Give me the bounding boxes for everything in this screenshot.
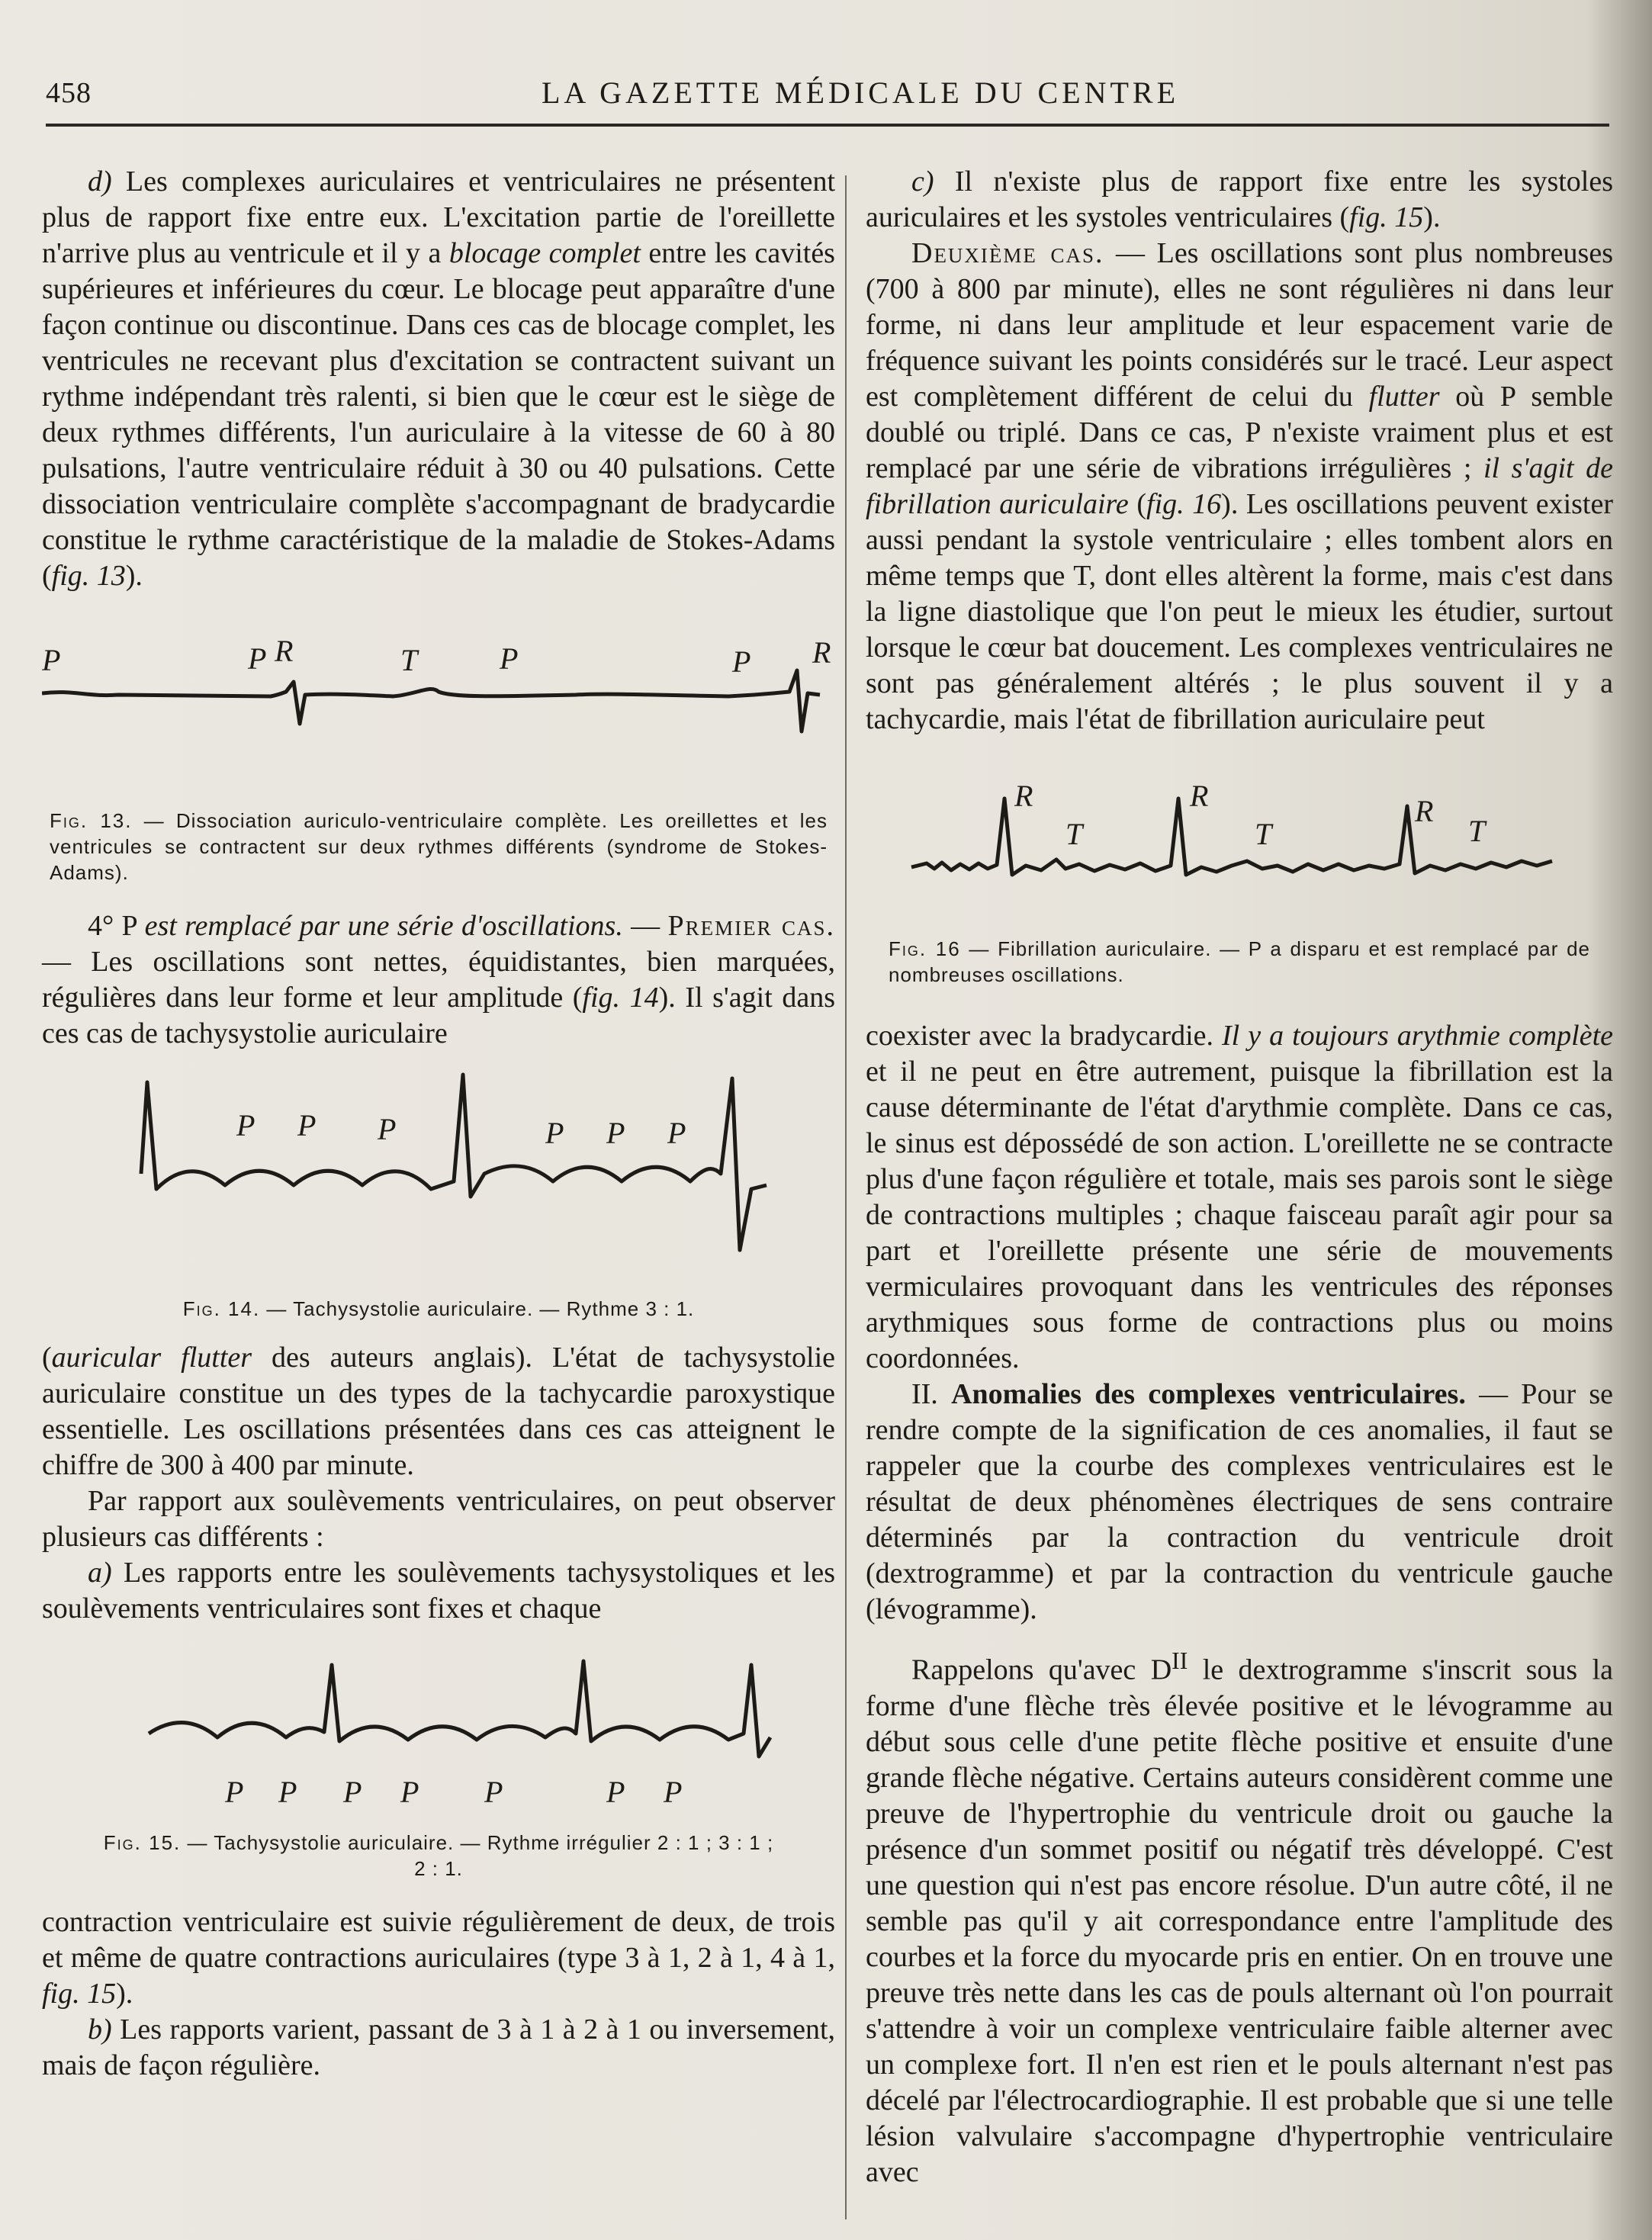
fig13-label: P: [248, 641, 267, 676]
fig15-caption: Fig. 15. — Tachysystolie auriculaire. — Rythme irrégulier 2 : 1 ; 3 : 1 ; 2 : 1.: [103, 1831, 774, 1880]
fig15-label: P: [484, 1775, 503, 1809]
fig14-caption: Fig. 14. — Tachysystolie auriculaire. — Rythme 3 : 1.: [182, 1297, 695, 1320]
page-number: 458: [46, 77, 92, 109]
paragraph-4: 4° P est remplacé par une série d'oscillations. — Premier cas. — Les oscillations sont nettes, équidistantes, bien marquées, régulières dans leur forme et leur amplitude (fig. 14). Il s'agit dans ces cas de tachysystolie auriculaire: [42, 910, 835, 1049]
page-header: [46, 70, 1609, 124]
fig15-label: P: [400, 1775, 419, 1809]
header-rule: [46, 124, 1609, 127]
paragraph-contraction: contraction ventriculaire est suivie régulièrement de deux, de trois et même de quatre contractions auriculaires (type 3 à 1, 2 à 1, 4 à 1, fig. 15).: [42, 1906, 835, 2010]
column-divider: [845, 175, 847, 2219]
paragraph-rappelons: Rappelons qu'avec $D^{II}$ le dextrogramme s'inscrit sous la forme d'une flèche très élevée positive et le lévogramme au début sous celle d'une petite flèche positive et ensuite d'une grande flèche négative. Certains auteurs considèrent comme une preuve de l'hypertrophie du ventricule droit ou gauche la présence d'un sommet positif ou négatif très développé. C'est une question qui n'est pas encore résolue. D'un autre côté, il ne semble pas qu'il y ait correspondance entre l'amplitude des courbes et la force du myocarde pris en entier. On en trouve une preuve très nette dans les cas de pouls alternant où l'on pourrait s'attendre à voir un complexe ventriculaire faible alterner avec un complexe fort. Il n'en est rien et le pouls alternant n'est pas décelé par l'électrocardiographie. Il est probable que si une telle lésion valvulaire s'accompagne d'hypertrophie ventriculaire avec: [866, 1647, 1614, 2188]
fig16-label: R: [1415, 794, 1434, 828]
fig13-label: R: [275, 640, 294, 668]
fig16-label: R: [1190, 779, 1209, 813]
fig14-label: P: [297, 1108, 317, 1142]
fig14-label: P: [667, 1116, 686, 1150]
fig13-trace: [42, 640, 858, 800]
figure-13: [42, 640, 835, 800]
fig14-label: P: [236, 1108, 256, 1142]
fig15-label: P: [343, 1775, 362, 1809]
figure-14: [42, 1067, 835, 1296]
fig14-trace: [42, 1067, 835, 1296]
fig16-label: R: [1014, 779, 1033, 813]
fig15-label: P: [664, 1775, 683, 1809]
paragraph-d: d) Les complexes auriculaires et ventriculaires ne présentent plus de rapport fixe entre eux. L'excitation partie de l'oreillette n'arrive plus au ventricule et il y a blocage complet entre les cavités supérieures et inférieures du cœur. Le blocage peut apparaître d'une façon continue ou discontinue. Dans ces cas de blocage complet, les ventricules ne recevant plus d'excitation se contractent suivant un rythme indépendant très ralenti, si bien que le cœur est le siège de deux rythmes différents, l'un auriculaire à la vitesse de 60 à 80 pulsations, l'autre ventriculaire réduit à 30 ou 40 pulsations. Cette dissociation ventriculaire complète s'accompagnant de bradycardie constitue le rythme caractéristique de la maladie de Stokes-Adams (fig. 13).: [42, 166, 835, 592]
paragraph-II: II. Anomalies des complexes ventriculaires. — Pour se rendre compte de la signification de ces anomalies, il faut se rappeler que la courbe des complexes ventriculaires est le résultat de deux phénomènes électriques de sens contraire déterminés par la contraction du ventricule droit (dextrogramme) et par la contraction du ventricule gauche (lévogramme).: [866, 1378, 1613, 1625]
fig16-caption: Fig. 16 — Fibrillation auriculaire. — P a disparu et est remplacé par de nombreuses oscillations.: [889, 937, 1590, 986]
fig15-label: P: [606, 1775, 625, 1809]
paragraph-rapport: Par rapport aux soulèvements ventriculaires, on peut observer plusieurs cas différents :: [42, 1485, 835, 1553]
fig13-label: T: [400, 643, 418, 677]
fig16-label: T: [1255, 817, 1272, 851]
paragraph-deuxieme-cas: Deuxième cas. — Les oscillations sont plus nombreuses (700 à 800 par minute), elles ne sont régulières ni dans leur forme, ni dans leur amplitude et leur espacement varie de fréquence suivant les points considérés sur le tracé. Leur aspect est complètement différent de celui du flutter où P semble doublé ou triplé. Dans ce cas, P n'existe vraiment plus et est remplacé par une série de vibrations irrégulières ; il s'agit de fibrillation auriculaire (fig. 16). Les oscillations peuvent exister aussi pendant la systole ventriculaire ; elles tombent alors en même temps que T, dont elles altèrent la forme, mais c'est dans la ligne diastolique que l'on peut le mieux les étudier, surtout lorsque le cœur bat doucement. Les complexes ventriculaires ne sont pas généralement altérés ; le plus souvent il y a tachycardie, mais l'état de fibrillation auriculaire peut: [866, 237, 1614, 735]
right-column: [866, 164, 1613, 2190]
fig13-label: P: [732, 644, 751, 679]
figure-15: [42, 1650, 835, 1825]
running-title: LA GAZETTE MÉDICALE DU CENTRE: [542, 76, 1180, 110]
fig14-label: P: [378, 1112, 397, 1146]
fig16-trace: [866, 768, 1613, 921]
fig13-label: R: [812, 640, 831, 670]
fig15-label: P: [278, 1775, 297, 1809]
fig14-label: P: [606, 1116, 625, 1150]
fig13-label: P: [42, 643, 61, 677]
paragraph-flutter: (auricular flutter des auteurs anglais). L'état de tachysystolie auriculaire constitue un des types de la tachycardie paroxystique essentielle. Les oscillations présentées dans ces cas atteignent le chiffre de 300 à 400 par minute.: [42, 1342, 835, 1481]
fig13-label: P: [500, 641, 519, 676]
paragraph-c: c) Il n'existe plus de rapport fixe entre les systoles auriculaires et les systoles ventriculaires (fig. 15).: [866, 166, 1613, 233]
fig13-caption: Fig. 13. — Dissociation auriculo-ventriculaire complète. Les oreillettes et les ventricules se contractent sur deux rythmes différents (syndrome de Stokes-Adams).: [50, 809, 828, 884]
fig15-label: P: [225, 1775, 244, 1809]
paragraph-coexister: coexister avec la bradycardie. Il y a toujours arythmie complète et il ne peut en être autrement, puisque la fibrillation est la cause déterminante de l'état d'arythmie complète. Dans ce cas, le sinus est dépossédé de son action. L'oreillette ne se contracte plus d'une façon régulière et totale, mais ses parois sont le siège de contractions multiples ; chaque faisceau paraît agir pour sa part et l'oreillette présente une série de mouvements vermiculaires provoquant dans les ventricules des réponses arythmiques sous forme de contractions plus ou moins coordonnées.: [866, 1020, 1613, 1374]
fig16-label: T: [1065, 817, 1083, 851]
paragraph-b: b) Les rapports varient, passant de 3 à 1 à 2 à 1 ou inversement, mais de façon régulière.: [42, 2013, 835, 2081]
fig14-label: P: [545, 1116, 564, 1150]
left-column: [42, 164, 835, 2084]
figure-16: [866, 768, 1613, 921]
paragraph-a: a) Les rapports entre les soulèvements tachysystoliques et les soulèvements ventriculaires sont fixes et chaque: [42, 1557, 835, 1625]
fig16-label: T: [1468, 814, 1486, 848]
fig15-trace: [42, 1650, 835, 1825]
